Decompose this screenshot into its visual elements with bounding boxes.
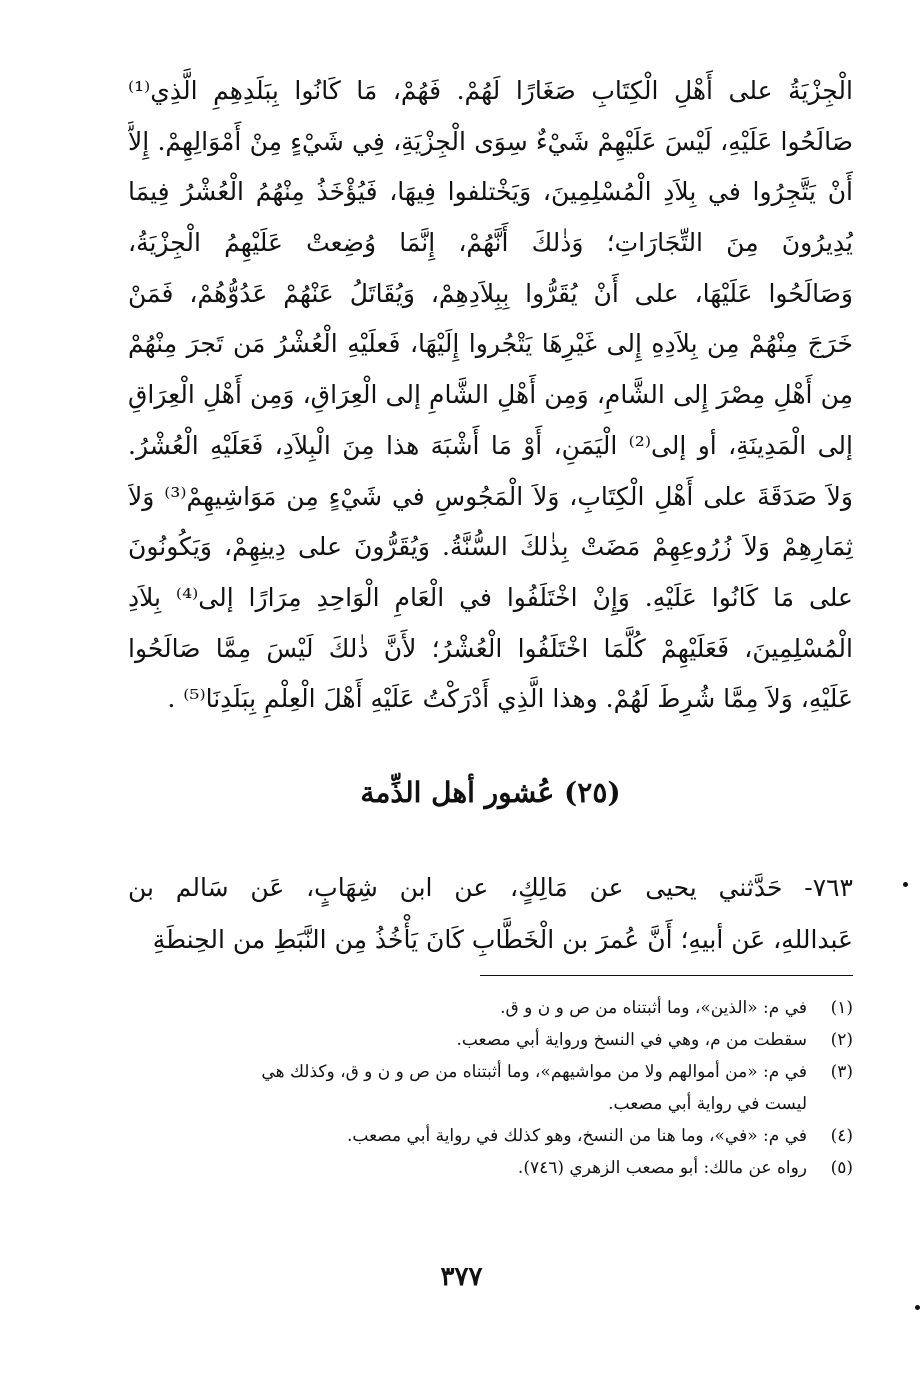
text-line: ثِمَارِهِمْ وَلاَ زُرُوعِهِمْ مَضَتْ بِذٰلكَ السُّنَّةُ. وَيُقَرُّونَ على دِينِهِمْ، وَيَكُونُونَ <box>128 532 853 562</box>
text-line: وَصَالَحُوا عَلَيْهَا، على أَنْ يُقَرُّوا بِبِلاَدِهِمْ، وَيُقَاتَلُ عَنْهُمْ عَدُوُّهُمْ، فَمَنْ <box>128 278 853 308</box>
main-text <box>128 66 853 725</box>
footnote <box>128 1152 853 1184</box>
text-line: الْمُسْلِمِينَ، فَعَلَيْهِمْ كُلَّمَا اخْتَلَفُوا الْعُشْرُ؛ لأَنَّ ذٰلكَ لَيْسَ مِمَّا صَالَحُوا <box>128 633 853 663</box>
text-line: الْجِزْيَةُ على أَهْلِ الْكِتَابِ صَغَارًا لَهُمْ. فَهُمْ، مَا كَانُوا بِبَلَدِهِمِ الَّذِي⁽¹⁾ <box>128 76 853 105</box>
footnote-divider <box>480 975 853 976</box>
text-line: خَرَجَ مِنْهُمْ مِن بِلاَدِهِ إِلى غَيْرِهَا يَتْجُروا إِلَيْهَا، فَعلَيْهِ الْعُشْرُ مَن تَجرَ مِنْهُمْ <box>128 329 853 359</box>
hadith-text <box>128 862 853 966</box>
footnote-text <box>128 1024 807 1056</box>
footnote-number: (١) <box>830 998 853 1018</box>
footnote <box>128 1056 853 1120</box>
footnote-number: (٤) <box>830 1126 853 1146</box>
margin-mark <box>903 882 908 887</box>
footnotes <box>128 992 853 1184</box>
margin-mark <box>915 1305 920 1310</box>
footnote-text <box>128 992 807 1024</box>
text-line: أَنْ يَتَّجِرُوا في بِلاَدِ الْمُسْلِمِينَ، وَيَخْتلفوا فِيهَا، فَيُؤْخَذُ مِنْهُمُ الْعُشْرُ فِيمَا <box>128 177 853 207</box>
footnote <box>128 992 853 1024</box>
text-line: وَلاَ صَدَقَةَ على أَهْلِ الْكِتَابِ، وَلاَ الْمَجُوسِ في شَيْءٍ مِن مَوَاشِيهِمْ⁽³⁾ وَلاَ <box>128 481 853 511</box>
footnote <box>128 1120 853 1152</box>
footnote-line: في م: «في»، وما هنا من النسخ، وهو كذلك في رواية أبي مصعب. <box>347 1126 807 1146</box>
footnote-text <box>128 1056 807 1120</box>
footnote-text <box>128 1152 807 1184</box>
hadith-line: عَبداللهِ، عَن أبيهِ؛ أَنَّ عُمرَ بن الْخَطَّابِ كَانَ يَأْخُذُ مِن النَّبَطِ من الحِنطَةِ <box>152 925 853 954</box>
text-line: مِن أَهْلِ مِصْرَ إِلى الشَّامِ، وَمِن أَهْلِ الشَّامِ إلى الْعِرَاقِ، وَمِن أَهْلِ الْعِرَاقِ <box>128 380 853 410</box>
text-line: على مَا كَانُوا عَلَيْهِ. وَإِنْ اخْتَلَفُوا في الْعَامِ الْوَاحِدِ مِرَارًا إلى⁽⁴⁾ بِلاَدِ <box>128 582 853 612</box>
page-number: ٣٧٧ <box>440 1262 483 1292</box>
footnote-number: (٥) <box>830 1158 853 1178</box>
footnote-line: في م: «الذين»، وما أثبتناه من ص و ن و ق. <box>500 998 807 1018</box>
text-line: عَلَيْهِ، وَلاَ مِمَّا شُرِطَ لَهُمْ. وهذا الَّذِي أَدْرَكْتُ عَلَيْهِ أَهْلَ الْعِلْمِ بِبَلَدِنَا⁽⁵⁾ . <box>167 684 853 714</box>
footnote-line: سقطت من م، وهي في النسخ ورواية أبي مصعب. <box>456 1030 807 1050</box>
text-line: يُدِيرُونَ مِنَ التِّجَارَاتِ؛ وَذٰلكَ أَنَّهُمْ، إِنَّمَا وُضِعتْ عَلَيْهِمُ الْجِزْيَةُ، <box>128 228 853 258</box>
footnote-line: في م: «من أموالهم ولا من مواشيهم»، وما أثبتناه من ص و ن و ق، وكذلك هي <box>261 1062 807 1082</box>
section-heading: (٢٥) عُشور أهل الذِّمة <box>360 776 621 809</box>
hadith-line: ٧٦٣- حَدَّثني يحيى عن مَالِكٍ، عن ابن شِهَابٍ، عَن سَالم بن <box>128 873 853 902</box>
text-line: صَالَحُوا عَلَيْهِ، لَيْسَ عَلَيْهِمْ شَيْءٌ سِوَى الْجِزْيَةِ، فِي شَيْءٍ مِنْ أَمْوَالِهِمْ. إِلاَّ <box>128 126 853 156</box>
footnote-text <box>128 1120 807 1152</box>
footnote <box>128 1024 853 1056</box>
footnote-number: (٣) <box>830 1062 853 1082</box>
footnote-line: رواه عن مالك: أبو مصعب الزهري (٧٤٦). <box>517 1158 807 1178</box>
text-line: إلى الْمَدِينَةِ، أو إلى⁽²⁾ الْيَمَنِ، أَوْ مَا أَشْبَهَ هذا مِنَ الْبِلاَدِ، فَعَلَيْهِ الْعُشْرُ. <box>128 430 853 460</box>
footnote-line: ليست في رواية أبي مصعب. <box>608 1094 807 1114</box>
footnote-number: (٢) <box>830 1030 853 1050</box>
